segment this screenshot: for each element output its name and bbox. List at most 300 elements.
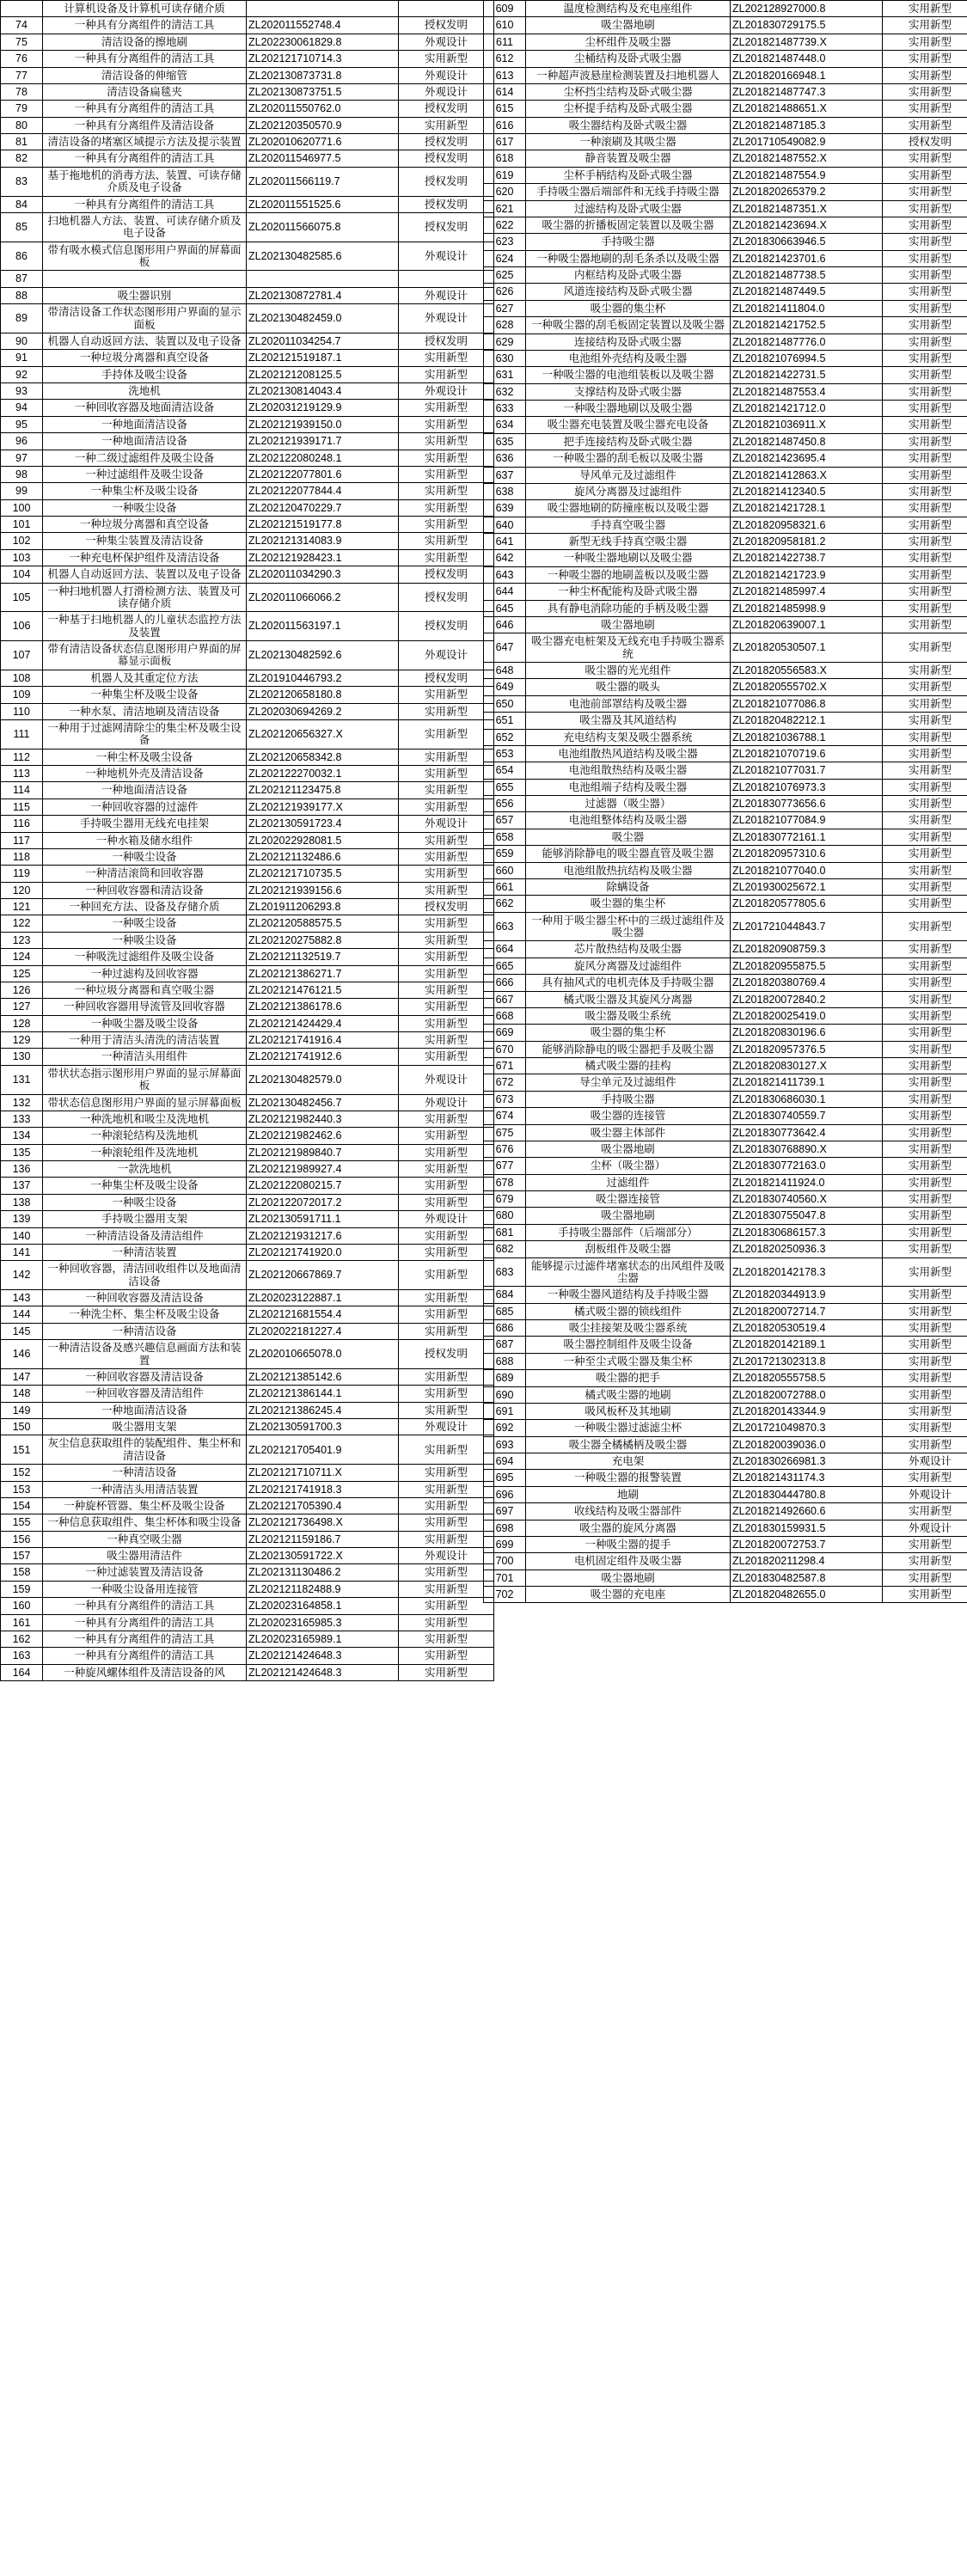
cell-patent-type: 实用新型 <box>883 878 967 895</box>
cell-patent-id: ZL202010665078.0 <box>247 1340 399 1369</box>
cell-patent-name: 一种基于扫地机器人的儿童状态监控方法及装置 <box>43 612 247 641</box>
cell-patent-name: 计算机设备及计算机可读存储介质 <box>43 1 247 17</box>
cell-patent-type: 实用新型 <box>883 250 967 266</box>
cell-patent-type: 实用新型 <box>399 1194 494 1210</box>
cell-patent-type: 授权发明 <box>399 566 494 583</box>
cell-index: 92 <box>1 366 43 382</box>
cell-patent-name: 一种垃圾分离器和真空吸尘器 <box>43 982 247 998</box>
cell-patent-name: 一种旋杯管器、集尘杯及吸尘设备 <box>43 1497 247 1514</box>
table-row <box>484 779 967 795</box>
cell-patent-id: ZL201821412863.X <box>731 467 883 483</box>
table-row <box>484 1158 967 1174</box>
cell-index: 126 <box>1 982 43 998</box>
cell-index: 673 <box>484 1091 526 1107</box>
cell-index: 638 <box>484 483 526 499</box>
cell-patent-id: ZL201830663946.5 <box>731 234 883 250</box>
cell-patent-type: 实用新型 <box>399 1598 494 1614</box>
cell-patent-type: 实用新型 <box>883 1386 967 1403</box>
cell-patent-type: 授权发明 <box>883 134 967 150</box>
table-row <box>484 300 967 316</box>
cell-patent-name: 电池组散热风道结构及吸尘器 <box>526 745 731 762</box>
table-row <box>1 366 494 382</box>
cell-index: 124 <box>1 949 43 965</box>
cell-patent-name: 基于拖地机的消毒方法、装置、可读存储介质及电子设备 <box>43 167 247 196</box>
cell-patent-type: 实用新型 <box>399 1323 494 1339</box>
table-row <box>484 1141 967 1157</box>
cell-patent-type: 实用新型 <box>399 549 494 566</box>
cell-patent-type: 授权发明 <box>399 212 494 242</box>
table-row <box>484 616 967 633</box>
cell-index: 137 <box>1 1178 43 1194</box>
cell-patent-id: ZL201820482212.1 <box>731 713 883 729</box>
cell-patent-name: 一种集尘装置及清洁设备 <box>43 533 247 549</box>
table-row <box>484 1353 967 1369</box>
cell-patent-name: 一种吸尘器的报警装置 <box>526 1470 731 1486</box>
cell-patent-name: 一种集尘杯及吸尘设备 <box>43 483 247 499</box>
cell-index: 148 <box>1 1386 43 1402</box>
cell-patent-name: 吸尘器及吸尘系统 <box>526 1007 731 1024</box>
table-row <box>484 566 967 583</box>
cell-patent-id: ZL201820025419.0 <box>731 1007 883 1024</box>
cell-patent-name: 吸尘器地刷 <box>526 17 731 34</box>
cell-patent-type: 授权发明 <box>399 1340 494 1369</box>
cell-patent-type: 实用新型 <box>883 1041 967 1057</box>
cell-patent-id: ZL201830772161.1 <box>731 829 883 845</box>
cell-index: 161 <box>1 1614 43 1631</box>
cell-patent-id: ZL202121519177.8 <box>247 517 399 533</box>
cell-patent-name: 一种具有分离组件的清洁工具 <box>43 150 247 167</box>
cell-patent-type: 实用新型 <box>883 1470 967 1486</box>
table-row <box>1 400 494 416</box>
table-row <box>1 798 494 815</box>
cell-patent-type: 实用新型 <box>883 1420 967 1436</box>
cell-patent-name: 吸尘器全橘橘柄及吸尘器 <box>526 1436 731 1453</box>
cell-patent-type: 实用新型 <box>399 350 494 366</box>
cell-index: 155 <box>1 1514 43 1531</box>
table-row <box>1 1514 494 1531</box>
table-row <box>1 1340 494 1369</box>
cell-patent-name: 一种吸尘器的刮毛板固定装置以及吸尘器 <box>526 317 731 333</box>
table-row <box>1 1015 494 1031</box>
cell-patent-id: ZL202121132486.6 <box>247 848 399 865</box>
cell-patent-id: ZL201830768890.X <box>731 1141 883 1157</box>
cell-patent-type: 授权发明 <box>399 134 494 150</box>
cell-patent-name: 吸尘器用支架 <box>43 1419 247 1435</box>
cell-patent-name: 吸尘器充电装置及吸尘器充电设备 <box>526 417 731 433</box>
cell-patent-type: 实用新型 <box>883 846 967 862</box>
cell-patent-id: ZL202121989840.7 <box>247 1144 399 1160</box>
cell-patent-name: 一种清洁装置 <box>43 1244 247 1260</box>
cell-patent-type: 实用新型 <box>399 1368 494 1385</box>
table-row <box>1 350 494 366</box>
cell-patent-id: ZL202128927000.8 <box>731 1 883 17</box>
cell-patent-type: 实用新型 <box>883 51 967 67</box>
cell-index: 621 <box>484 200 526 217</box>
cell-index: 663 <box>484 912 526 941</box>
cell-index: 144 <box>1 1306 43 1323</box>
table-row <box>1 612 494 641</box>
table-row <box>484 713 967 729</box>
cell-patent-id: ZL201821411924.0 <box>731 1174 883 1190</box>
cell-index: 626 <box>484 284 526 300</box>
cell-index: 150 <box>1 1419 43 1435</box>
cell-patent-id: ZL201821422731.5 <box>731 367 883 383</box>
cell-patent-name: 尘杯提手结构及卧式吸尘器 <box>526 101 731 117</box>
cell-index: 700 <box>484 1553 526 1569</box>
cell-patent-id: ZL201820265379.2 <box>731 184 883 200</box>
table-row <box>484 1224 967 1240</box>
cell-patent-name: 电池前部罩结构及吸尘器 <box>526 695 731 712</box>
table-row <box>1 1290 494 1306</box>
cell-index: 686 <box>484 1320 526 1337</box>
cell-patent-id: ZL202011566075.8 <box>247 212 399 242</box>
table-row <box>1 641 494 670</box>
cell-index: 630 <box>484 350 526 366</box>
cell-index: 629 <box>484 333 526 350</box>
cell-patent-id: ZL202130873751.5 <box>247 83 399 100</box>
cell-index: 610 <box>484 17 526 34</box>
cell-patent-type: 实用新型 <box>399 782 494 798</box>
cell-patent-type: 实用新型 <box>883 779 967 795</box>
cell-index: 647 <box>484 633 526 663</box>
cell-patent-id: ZL201821412340.5 <box>731 483 883 499</box>
table-row <box>484 1191 967 1208</box>
table-row <box>484 367 967 383</box>
cell-patent-type: 外观设计 <box>399 34 494 50</box>
cell-patent-name: 电池组外壳结构及吸尘器 <box>526 350 731 366</box>
cell-index <box>1 1 43 17</box>
cell-patent-type: 外观设计 <box>399 242 494 271</box>
cell-patent-type: 实用新型 <box>399 1178 494 1194</box>
table-row <box>484 1420 967 1436</box>
cell-patent-name: 吸尘器地刷 <box>526 1141 731 1157</box>
cell-index: 100 <box>1 499 43 516</box>
cell-patent-type: 实用新型 <box>883 762 967 779</box>
cell-patent-name: 一种清洁头用组件 <box>43 1049 247 1065</box>
cell-patent-id: ZL202120667869.7 <box>247 1261 399 1290</box>
table-row <box>484 584 967 600</box>
cell-patent-name: 一种水泵、清洁地刷及清洁设备 <box>43 703 247 719</box>
cell-patent-id: ZL202121385142.6 <box>247 1368 399 1385</box>
cell-patent-type: 实用新型 <box>883 958 967 974</box>
cell-patent-type: 授权发明 <box>399 101 494 117</box>
cell-patent-id: ZL202011034290.3 <box>247 566 399 583</box>
cell-index: 696 <box>484 1486 526 1502</box>
table-row <box>1 242 494 271</box>
table-row <box>1 134 494 150</box>
cell-patent-type: 授权发明 <box>399 333 494 349</box>
cell-patent-id: ZL201821423694.X <box>731 217 883 233</box>
cell-patent-type: 实用新型 <box>883 941 967 958</box>
table-row <box>484 383 967 400</box>
cell-patent-name: 带状态信息图形用户界面的显示屏幕面板 <box>43 1094 247 1111</box>
table-row <box>1 1161 494 1178</box>
table-row <box>484 1486 967 1502</box>
cell-index: 655 <box>484 779 526 795</box>
cell-patent-type: 实用新型 <box>883 417 967 433</box>
cell-patent-name: 电池组散热抗结构及吸尘器 <box>526 862 731 878</box>
cell-patent-name: 机器人自动返回方法、装置以及电子设备 <box>43 333 247 349</box>
cell-patent-id: ZL201820344913.9 <box>731 1287 883 1303</box>
table-row <box>1 1497 494 1514</box>
cell-patent-name: 一种吸尘器地刷以及吸尘器 <box>526 401 731 417</box>
cell-index: 118 <box>1 848 43 865</box>
cell-patent-id: ZL202121386178.6 <box>247 999 399 1015</box>
cell-patent-name: 一种滚刷及其吸尘器 <box>526 134 731 150</box>
cell-patent-name: 吸尘器地刷的防撞座板以及吸尘器 <box>526 500 731 517</box>
table-row <box>1 433 494 450</box>
cell-patent-name: 一种扫地机器人打滑检测方法、装置及可读存储介质 <box>43 583 247 612</box>
cell-patent-name: 带有吸水模式信息图形用户界面的屏幕面板 <box>43 242 247 271</box>
table-row <box>484 1337 967 1353</box>
cell-index: 614 <box>484 83 526 100</box>
table-row <box>1 719 494 749</box>
cell-patent-name: 一种吸尘器的地刷盖板以及吸尘器 <box>526 566 731 583</box>
cell-patent-id: ZL201830686157.3 <box>731 1224 883 1240</box>
cell-patent-id: ZL201820211298.4 <box>731 1553 883 1569</box>
cell-patent-id: ZL201820072714.7 <box>731 1303 883 1319</box>
cell-patent-id: ZL201820250936.3 <box>731 1241 883 1257</box>
table-row <box>1 287 494 303</box>
table-row <box>484 500 967 517</box>
cell-index: 143 <box>1 1290 43 1306</box>
cell-index: 96 <box>1 433 43 450</box>
cell-patent-name: 一种吸尘器及吸尘设备 <box>43 1015 247 1031</box>
cell-patent-type: 实用新型 <box>883 1007 967 1024</box>
cell-patent-id: ZL201821487552.X <box>731 150 883 167</box>
cell-patent-name: 一种滚轮组件及洗地机 <box>43 1144 247 1160</box>
cell-patent-id: ZL202121132519.7 <box>247 949 399 965</box>
cell-patent-id: ZL202023165989.1 <box>247 1631 399 1647</box>
table-row <box>484 1 967 17</box>
cell-patent-type: 实用新型 <box>883 584 967 600</box>
cell-patent-id: ZL202121424648.3 <box>247 1664 399 1680</box>
cell-patent-name: 电机固定组件及吸尘器 <box>526 1553 731 1569</box>
cell-patent-id: ZL201821411804.0 <box>731 300 883 316</box>
cell-patent-name: 一种二级过滤组件及吸尘设备 <box>43 450 247 466</box>
cell-patent-type <box>399 271 494 287</box>
cell-patent-name: 吸尘器的把手 <box>526 1370 731 1386</box>
cell-index: 83 <box>1 167 43 196</box>
cell-patent-type: 实用新型 <box>883 1091 967 1107</box>
cell-patent-name: 橘式吸尘器及其旋风分离器 <box>526 991 731 1007</box>
cell-index: 149 <box>1 1402 43 1418</box>
cell-index: 643 <box>484 566 526 583</box>
cell-patent-id: ZL201821487351.X <box>731 200 883 217</box>
cell-patent-type: 实用新型 <box>883 467 967 483</box>
cell-patent-name <box>43 271 247 287</box>
cell-patent-id: ZL201821487554.9 <box>731 167 883 183</box>
cell-patent-id: ZL201820555702.X <box>731 679 883 695</box>
cell-patent-type: 实用新型 <box>399 533 494 549</box>
cell-patent-name: 手持吸尘器用支架 <box>43 1211 247 1227</box>
cell-patent-type: 外观设计 <box>399 67 494 83</box>
cell-patent-type: 授权发明 <box>399 899 494 915</box>
cell-patent-type: 实用新型 <box>399 1402 494 1418</box>
table-row <box>1 1323 494 1339</box>
table-row <box>484 991 967 1007</box>
cell-patent-type: 实用新型 <box>883 67 967 83</box>
cell-index: 665 <box>484 958 526 974</box>
cell-patent-name: 吸尘器及其风道结构 <box>526 713 731 729</box>
cell-index: 619 <box>484 167 526 183</box>
cell-patent-type: 实用新型 <box>883 679 967 695</box>
cell-patent-name: 一种信息获取组件、集尘杯体和吸尘设备 <box>43 1514 247 1531</box>
cell-patent-name: 吸尘器地刷 <box>526 1569 731 1586</box>
cell-patent-id: ZL202121710735.5 <box>247 866 399 882</box>
table-row <box>484 695 967 712</box>
cell-patent-id: ZL201820039036.0 <box>731 1436 883 1453</box>
table-row <box>1 782 494 798</box>
cell-patent-name: 一种过滤组件及吸尘设备 <box>43 466 247 482</box>
cell-patent-id: ZL201820530507.1 <box>731 633 883 663</box>
cell-index: 135 <box>1 1144 43 1160</box>
cell-patent-type: 实用新型 <box>883 1287 967 1303</box>
cell-patent-name: 吸尘器 <box>526 829 731 845</box>
cell-patent-type: 实用新型 <box>883 200 967 217</box>
cell-patent-id: ZL202120588575.5 <box>247 915 399 932</box>
cell-patent-id: ZL202011034254.7 <box>247 333 399 349</box>
cell-patent-type: 授权发明 <box>399 612 494 641</box>
cell-index: 116 <box>1 816 43 832</box>
left-column <box>0 0 483 1681</box>
cell-patent-name: 一种回充方法、设备及存储介质 <box>43 899 247 915</box>
cell-index: 128 <box>1 1015 43 1031</box>
cell-patent-id: ZL202121208125.5 <box>247 366 399 382</box>
cell-patent-id: ZL201911206293.8 <box>247 899 399 915</box>
cell-patent-name: 具有抽风式的电机壳体及手持吸尘器 <box>526 975 731 991</box>
cell-index: 692 <box>484 1420 526 1436</box>
table-row <box>1 517 494 533</box>
cell-patent-name: 一种用于清洁头清洗的清洁装置 <box>43 1032 247 1049</box>
cell-patent-type: 实用新型 <box>399 766 494 782</box>
cell-index: 616 <box>484 117 526 133</box>
cell-patent-type: 实用新型 <box>883 616 967 633</box>
cell-patent-name: 清洁设备扁毯夹 <box>43 83 247 100</box>
cell-patent-name: 吸尘器的充电座 <box>526 1587 731 1603</box>
table-row <box>1 1531 494 1547</box>
cell-patent-type: 实用新型 <box>399 1244 494 1260</box>
table-row <box>1 1631 494 1647</box>
cell-patent-type: 实用新型 <box>399 949 494 965</box>
cell-patent-id: ZL202121424648.3 <box>247 1648 399 1664</box>
cell-patent-id: ZL201821485997.4 <box>731 584 883 600</box>
table-row <box>484 1108 967 1124</box>
table-row <box>1 1581 494 1597</box>
table-row <box>484 67 967 83</box>
cell-patent-id: ZL202130482456.7 <box>247 1094 399 1111</box>
cell-index: 684 <box>484 1287 526 1303</box>
table-row <box>1 1144 494 1160</box>
cell-index: 671 <box>484 1058 526 1074</box>
table-row <box>484 83 967 100</box>
cell-patent-name: 除螨设备 <box>526 878 731 895</box>
cell-index: 635 <box>484 433 526 450</box>
table-row <box>1 1065 494 1094</box>
cell-index: 632 <box>484 383 526 400</box>
table-row <box>484 17 967 34</box>
cell-patent-name: 带有清洁设备状态信息图形用户界面的屏幕显示面板 <box>43 641 247 670</box>
cell-patent-name: 一种吸尘设备 <box>43 915 247 932</box>
cell-patent-name: 一种吸尘设备 <box>43 848 247 865</box>
cell-patent-type: 实用新型 <box>399 982 494 998</box>
table-row <box>484 1403 967 1419</box>
cell-patent-type: 实用新型 <box>399 832 494 848</box>
cell-patent-name: 一种清洁设备 <box>43 1323 247 1339</box>
cell-patent-type: 实用新型 <box>883 350 967 366</box>
cell-patent-id: ZL201710549082.9 <box>731 134 883 150</box>
cell-patent-type: 实用新型 <box>399 1564 494 1581</box>
cell-patent-type: 外观设计 <box>883 1520 967 1536</box>
table-row <box>484 762 967 779</box>
cell-index: 106 <box>1 612 43 641</box>
cell-patent-type: 实用新型 <box>399 848 494 865</box>
cell-patent-type: 实用新型 <box>883 745 967 762</box>
cell-index: 134 <box>1 1128 43 1144</box>
table-row <box>1 499 494 516</box>
cell-patent-name: 吸尘器的集尘杯 <box>526 300 731 316</box>
cell-patent-id: ZL202023165985.3 <box>247 1614 399 1631</box>
cell-patent-type: 实用新型 <box>399 1581 494 1597</box>
cell-index: 690 <box>484 1386 526 1403</box>
cell-patent-name: 吸尘器的旋风分离器 <box>526 1520 731 1536</box>
cell-index: 139 <box>1 1211 43 1227</box>
cell-patent-name: 一种具有分离组件的清洁工具 <box>43 1648 247 1664</box>
cell-index: 679 <box>484 1191 526 1208</box>
cell-index: 102 <box>1 533 43 549</box>
table-row <box>484 1569 967 1586</box>
cell-index: 115 <box>1 798 43 815</box>
cell-patent-name: 吸尘器的集尘杯 <box>526 896 731 912</box>
table-row <box>484 150 967 167</box>
cell-index: 119 <box>1 866 43 882</box>
cell-patent-id: ZL202130482585.6 <box>247 242 399 271</box>
cell-patent-name: 把手连接结构及卧式吸尘器 <box>526 433 731 450</box>
cell-patent-type: 实用新型 <box>883 1191 967 1208</box>
cell-patent-type: 实用新型 <box>399 866 494 882</box>
cell-patent-type: 外观设计 <box>399 383 494 400</box>
table-row <box>484 1041 967 1057</box>
cell-patent-id: ZL201820957310.6 <box>731 846 883 862</box>
cell-patent-id: ZL201830772163.0 <box>731 1158 883 1174</box>
cell-patent-id: ZL202230061829.8 <box>247 34 399 50</box>
cell-patent-id: ZL202011550762.0 <box>247 101 399 117</box>
cell-patent-type: 实用新型 <box>399 1497 494 1514</box>
cell-patent-id: ZL202130591723.4 <box>247 816 399 832</box>
cell-patent-name: 一种吸尘器地刷以及吸尘器 <box>526 550 731 566</box>
cell-patent-type: 实用新型 <box>883 517 967 533</box>
cell-patent-id: ZL202121386245.4 <box>247 1402 399 1418</box>
table-row <box>484 896 967 912</box>
cell-index: 156 <box>1 1531 43 1547</box>
cell-index: 645 <box>484 600 526 616</box>
cell-index: 675 <box>484 1124 526 1141</box>
cell-patent-name: 过滤器（吸尘器） <box>526 796 731 812</box>
cell-index: 111 <box>1 719 43 749</box>
cell-patent-id: ZL201821077084.9 <box>731 812 883 829</box>
cell-patent-id: ZL202121939156.6 <box>247 882 399 898</box>
cell-patent-name: 手持吸尘器后端部件和无线手持吸尘器 <box>526 184 731 200</box>
table-row <box>484 1436 967 1453</box>
cell-patent-name: 一种尘杯配能构及卧式吸尘器 <box>526 584 731 600</box>
cell-patent-type: 实用新型 <box>883 101 967 117</box>
cell-patent-name: 吸尘器的连接管 <box>526 1108 731 1124</box>
cell-patent-type: 实用新型 <box>883 1257 967 1287</box>
right-column <box>483 0 967 1603</box>
table-row <box>484 633 967 663</box>
table-row <box>1 196 494 212</box>
cell-patent-name: 吸尘器的光光组件 <box>526 663 731 679</box>
